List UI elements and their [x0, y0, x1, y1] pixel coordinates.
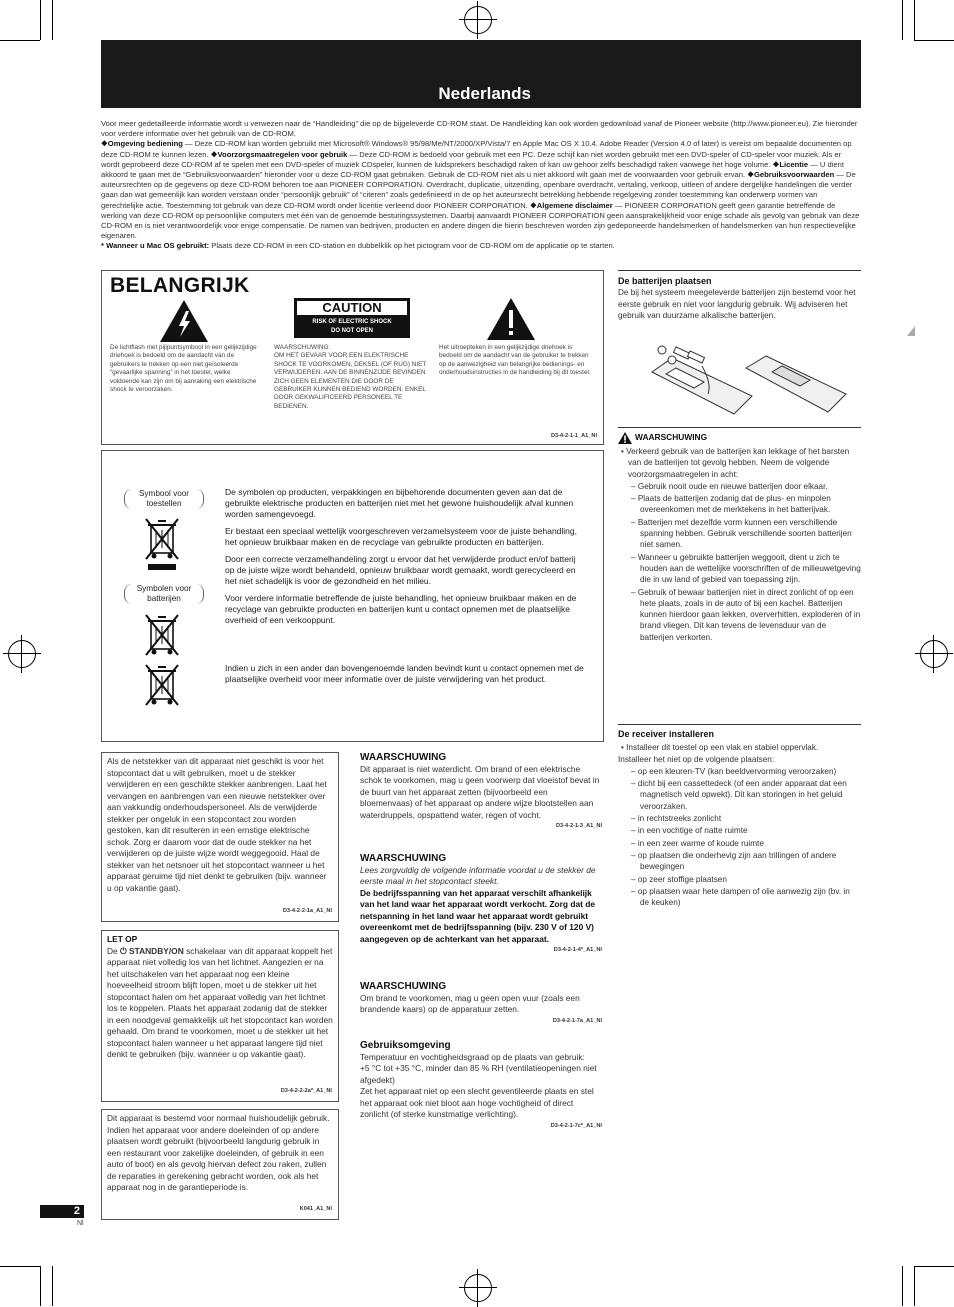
crop-mark: [914, 1266, 915, 1306]
battery-warning-bullet: • Verkeerd gebruik van de batterijen kan lekkage of het barsten van de batterijen tot gevolg hebben. Neem de volgende voorzorgsmaatregelen in acht:: [621, 447, 850, 479]
crop-mark: [40, 0, 41, 40]
device-symbol-label: Symbool voor toestellen: [124, 489, 204, 509]
battery-precaution-item: – Wanneer u gebruikte batterijen weggooit, dient u zich te houden aan de wettelijke voorschriften of de milieuwetgeving die in uw land of gebied van toepassing zijn.: [631, 552, 861, 585]
page-tab-marker: [907, 326, 915, 336]
plug-notice-box: [101, 752, 339, 922]
recycling-p4: Voor verdere informatie betreffende de juiste behandling, het opnieuw bruikbaar maken en de recyclage van gebruikte producten en batterijen kunt u contact opnemen met de plaatselijke overheid of een verkooppunt.: [225, 593, 577, 625]
household-text: Dit apparaat is bestemd voor normaal huishoudelijk gebruik. Indien het apparaat voor andere doeleinden of op andere plaatsen wordt gebruikt (bijvoorbeeld langdurig gebruik in een restaurant voor zakelijke doeleinden, of gebruik in een auto of boot) en als gevolg hiervan defect zou raken, zullen de reparaties in gerekening gebracht worden, ook als het apparaat nog in de garantieperiode is.: [107, 1113, 330, 1192]
install-intro: Installeer het niet op de volgende plaatsen:: [618, 754, 775, 764]
warning-heading: WAARSCHUWING: [360, 853, 447, 864]
crop-mark: [52, 0, 53, 40]
doc-code: K041_A1_Nl: [299, 1205, 332, 1212]
batteries-text: De bij het systeem meegeleverde batterijen zijn bestemd voor het eerste gebruik en niet voor langdurig gebruik. Wij adviseren het gebruik van duurzame alkalische batterijen.: [618, 288, 856, 320]
battery-symbol-label: Symbolen voor batterijen: [124, 584, 204, 604]
caution-warning-heading: WAARSCHUWING:: [274, 344, 331, 351]
recycling-p3: Door een correcte verzamelhandeling zorgt u ervoor dat het verwijderde product en/of batterij op de juiste wijze wordt behandeld, opnieuw bruikbaar wordt gemaakt, wordt gerecycleerd en het niet schadelijk is voor de gezondheid en het milieu.: [225, 554, 576, 586]
install-bullet: • Installeer dit toestel op een vlak en stabiel oppervlak.: [621, 743, 819, 753]
battery-bin-chem-icon: [144, 663, 180, 707]
install-location-item: – op een kleuren-TV (kan beeldvervorming veroorzaken): [631, 766, 837, 776]
crop-mark: [902, 1266, 903, 1306]
crop-mark: [0, 1266, 40, 1267]
cd-rom-intro: [101, 119, 861, 252]
crop-mark: [914, 0, 915, 40]
doc-code: D3-4-2-1-3_A1_Nl: [555, 823, 602, 829]
install-location-item: – dicht bij een cassettedeck (of een ander apparaat dat een magnetisch veld opwekt). Dit kan storingen in het geluid veroorzaken.: [631, 779, 847, 811]
plug-notice-text: Als de netstekker van dit apparaat niet geschikt is voor het stopcontact dat u wilt gebruiken, moet u de stekker verwijderen en een geschikte stekker aanbrengen. Laat het vervangen en aanbrengen van een nieuwe netstekker over aan vakkundig onderhoudspersoneel. Als de verwijderde stekker per ongeluk in een stopcontact zou worden gestoken, kan dit resulteren in een ernstige elektrische schok. Zorg er daarom voor dat de oude stekker na het verwijderen op de juiste wijze wordt weggegooid. Haal de stekker van het netsnoer uit het stopcontact wanneer u het apparaat geruime tijd niet denkt te gebruiken (bijv. wanneer u op vakantie gaat).: [107, 756, 327, 893]
install-location-item: – in een zeer warme of koude ruimte: [631, 838, 764, 848]
remote-battery-illustration: [642, 344, 862, 424]
crop-mark: [40, 1266, 41, 1306]
crop-mark: [0, 40, 40, 41]
battery-precaution-item: – Gebruik of bewaar batterijen niet in direct zonlicht of op een hete plaats, zoals in de auto of bij een kachel. Batterijen kunnen hierdoor gaan lekken, oververhitten, exploderen of in brand vliegen. Dit kan tevens de levensduur van de batterijen verkorten.: [631, 587, 861, 642]
voltage-warning: [360, 853, 602, 957]
doc-code: D3-4-2-1-7a_A1_Nl: [552, 1017, 602, 1024]
environment-text-1: Temperatuur en vochtigheidsgraad op de plaats van gebruik:: [360, 1051, 585, 1062]
crop-mark: [914, 1266, 954, 1267]
recycling-p2: Er bestaat een speciaal wettelijk voorgeschreven verzamelsysteem voor de juiste behandling, het opnieuw bruikbaar maken en de recyclage van gebruikte producten en batterijen.: [225, 526, 577, 547]
battery-precautions-list: [618, 481, 861, 643]
caution-line-2: DO NOT OPEN: [330, 328, 373, 334]
exclamation-triangle-icon: [486, 297, 536, 341]
crop-mark: [902, 0, 903, 40]
caution-title: CAUTION: [296, 300, 408, 316]
battery-precaution-item: – Plaats de batterijen zodanig dat de plus- en minpolen overeenkomen met de merktekens in het batterijvak.: [631, 494, 831, 515]
caution-label: [294, 298, 410, 338]
warning-text: Om brand te voorkomen, mag u geen open vuur (zoals een brandende kaars) op de apparatuur zetten.: [360, 992, 580, 1014]
install-section: [618, 729, 861, 909]
doc-code: D3-4-2-1-1_A1_Nl: [550, 433, 597, 439]
intro-details: ❖Omgeving bediening — Deze CD-ROM kan worden gebruikt met Microsoft® Windows® 95/98/Me/NT/2000/XP/Vista/7 en Apple Mac OS X 10.4. Adobe Reader (Version 4.0 of later) is vereist om bepaalde documenten op deze CD-ROM te kunnen lezen. ❖Voorzorgsmaatregelen voor gebruik — Deze CD-ROM is bedoeld voor gebruik met een PC. Deze schijf kan niet worden gebruikt met een DVD-speler of CD-speler voor muziek. Als er wordt geprobeerd deze CD-ROM af te spelen met een DVD-speler of muziek CDspeler, kunnen de luidsprekers beschadigd raken of kan uw gehoor zelfs beschadigd raken vanwege het hoge volume. ❖Licentie — U dient akkoord te gaan met de “Gebruiksvoorwaarden” hieronder voor u deze CD-ROM gaat gebruiken. Gebruik de CD-ROM niet als u niet akkoord wilt gaan met de voorwaarden voor gebruik ervan. ❖Gebruiksvoorwaarden — De auteursrechten op de gegevens op deze CD-ROM behoren toe aan PIONEER CORPORATION. Overdracht, duplicatie, uitzending, openbare overdracht, vertaling, verkoop, uitleen of andere dergelijke handelingen die verder gaan dan wat gemeenlijk kan worden verstaan onder “persoonlijk gebruik” of “citeren” zoals gedefinieerd in de op het auteursrecht betrekking hebbende regelgeving zonder toestemming kan onderwerp vormen van gerechtelijke actie. Toestemming tot gebruik van deze CD-ROM wordt onder licentie verleend door PIONEER CORPORATION. ❖Algemene disclaimer — PIONEER CORPORATION geeft geen garantie betreffende de werking van deze CD-ROM op persoonlijke computers met één van de genoemde besturingssystemen. Daarbij aanvaardt PIONEER CORPORATION geen aansprakelijkheid voor enige schade als gevolg van gebruik van deze CD-ROM en is niet verantwoordelijk voor enige compensatie. De namen van bedrijven, producten en andere dingen die hierin beschreven worden zijn gedeponeerde handelsmerken of handelsmerken van hun respectievelijke eigenaren.: [101, 139, 860, 241]
warning-italic: Lees zorgvuldig de volgende informatie voordat u de stekker de eerste maal in het stopcontact steekt.: [360, 864, 596, 886]
environment-heading: Gebruiksomgeving: [360, 1040, 451, 1051]
exclamation-explanation: Het uitroepteken in een gelijkzijdige driehoek is bedoeld om de aandacht van de gebruiker te trekken op de aanwezigheid van belangrijke bedienings- en onderhoudsinstructies in de handleiding bij dit toestel.: [439, 344, 591, 377]
recycling-p1: De symbolen op producten, verpakkingen en bijbehorende documenten geven aan dat de gebruikte elektrische producten en batterijen niet met het gewone huishoudelijk afval kunnen worden samengevoegd.: [225, 487, 574, 519]
install-location-item: – in rechtstreeks zonlicht: [631, 814, 722, 824]
recycling-p5: Indien u zich in een ander dan bovengenoemde landen bevindt kunt u contact opnemen met de plaatselijke overheid voor meer informatie over de juiste verwijdering van het product.: [225, 663, 584, 684]
doc-code: D3-4-2-1-7c*_A1_Nl: [550, 1122, 602, 1129]
install-heading: De receiver installeren: [618, 729, 715, 739]
batteries-heading: De batterijen plaatsen: [618, 276, 712, 286]
crop-mark: [914, 40, 954, 41]
doc-code: D3-4-2-2-2a*_A1_Nl: [280, 1087, 332, 1094]
registration-mark: [464, 1274, 492, 1302]
warning-bold: De bedrijfsspanning van het apparaat verschilt afhankelijk van het land waar het apparaat wordt verkocht. Zorg dat de netspanning in het land waar het apparaat wordt gebruikt overeenkomt met de bedrijfsspanning (bijv. 230 V of 120 V) aangegeven op de achterkant van het apparaat.: [360, 887, 596, 944]
recycling-box: [101, 450, 604, 742]
section-rule: [618, 270, 861, 271]
caution-warning: [274, 344, 429, 411]
household-box: [101, 1109, 339, 1220]
battery-precaution-item: – Batterijen met dezelfde vorm kunnen een verschillende spanning hebben. Gebruik verschillende soorten batterijen niet samen.: [631, 517, 852, 550]
let-op-box: [101, 930, 339, 1102]
page-language: Nl: [77, 1220, 84, 1227]
warning-heading: WAARSCHUWING: [360, 752, 447, 763]
registration-mark: [464, 6, 492, 34]
install-location-item: – op zeer stoffige plaatsen: [631, 874, 727, 884]
lightning-triangle-icon: [159, 299, 209, 343]
intro-paragraph: Voor meer gedetailleerde informatie wordt u verwezen naar de “Handleiding” die op de bijgeleverde CD-ROM staat. De Handleiding kan ook worden gedownload vanaf de Pioneer website (http://www.pioneer.eu). Zie hieronder voor verdere informatie over het gebruik van de CD-ROM.: [101, 119, 858, 139]
section-rule: [618, 427, 861, 428]
environment-text-3: Zet het apparaat niet op een slecht geventileerde plaats en stel het apparaat ook niet bloot aan hoge vochtigheid of direct zonlicht (of sterke kunstmatige verlichting).: [360, 1086, 594, 1119]
lightning-explanation: De lichtflash met pijlpuntsymbool in een gelijkzijdige driehoek is bedoeld om de aandacht van de gebruikers te trekken op een niet geïsoleerde “gevaarlijke spanning” in het toestel, welke voldoende kan zijn om bij aanraking een elektrische shock te veroorzaken.: [110, 344, 257, 394]
battery-warning-heading: WAARSCHUWING: [618, 432, 861, 444]
let-op-heading: LET OP: [107, 934, 138, 944]
batteries-section: [618, 276, 861, 321]
battery-bin-icon: [144, 613, 180, 657]
let-op-text: De ⏻ STANDBY/ON schakelaar van dit apparaat koppelt het apparaat niet volledig los van het lichtnet. Aangezien er na het uitschakelen van het apparaat nog een kleine hoeveelheid stroom blijft lopen, moet u de stekker uit het stopcontact halen om het apparaat volledig van het lichtnet los te koppelen. Plaats het apparaat zodanig dat de stekker in een noodgeval gemakkelijk uit het stopcontact kan worden gehaald. Om brand te voorkomen, moet u de stekker uit het stopcontact halen wanneer u het apparaat langere tijd niet denkt te gebruiken (bijv. wanneer u op vakantie gaat).: [107, 945, 333, 1059]
warning-text: Dit apparaat is niet waterdicht. Om brand of een elektrische schok te voorkomen, mag u geen voorwerp dat vloeistof bevat in de buurt van het apparaat zetten (bijvoorbeeld een bloemenvaas) of het apparaat op andere wijze blootstellen aan waterdruppels, opspattend water, regen of vocht.: [360, 763, 600, 820]
warning-heading: WAARSCHUWING: [360, 981, 447, 992]
caution-warning-text: OM HET GEVAAR VOOR EEN ELEKTRISCHE SHOCK TE VOORKOMEN, DEKSEL (OF RUG) NIET VERWIJDEREN. AAN DE BINNENZIJDE BEVINDEN ZICH GEEN ELEMENTEN DIE DOOR DE GEBRUIKER KUNNEN BEDIEND WORDEN. ENKEL DOOR GEKWALIFICEERD PERSONEEL TE BEDIENEN.: [274, 352, 427, 410]
install-location-item: – op plaatsen waar hete dampen of olie aanwezig zijn (bv. in de keuken): [631, 886, 850, 908]
doc-code: D3-4-2-2-1a_A1_Nl: [282, 907, 332, 914]
page-number: 2: [40, 1205, 84, 1218]
battery-precaution-item: – Gebruik nooit oude en nieuwe batterijen door elkaar.: [631, 481, 828, 491]
mac-os-note: * Wanneer u Mac OS gebruikt: Plaats deze CD-ROM in een CD-station en dubbelklik op het pictogram voor de CD-ROM om de applicatie op te starten.: [101, 241, 615, 251]
caution-line-1: RISK OF ELECTRIC SHOCK: [312, 319, 392, 325]
environment-section: [360, 1040, 602, 1132]
install-location-item: – op plaatsen die onderhevig zijn aan trillingen of andere bewegingen: [631, 850, 837, 872]
fire-warning: [360, 981, 602, 1027]
battery-warning: [618, 432, 861, 644]
section-rule: [618, 724, 861, 725]
environment-text-2: +5 °C tot +35 °C, minder dan 85 % RH (ventilatieopeningen niet afgedekt): [360, 1063, 597, 1085]
install-locations-list: [618, 766, 861, 909]
belangrijk-title: BELANGRIJK: [110, 274, 250, 297]
warning-icon: [618, 432, 632, 444]
belangrijk-box: [101, 270, 604, 445]
crop-mark: [52, 1266, 53, 1306]
registration-mark: [8, 640, 36, 668]
registration-mark: [920, 640, 948, 668]
waterproof-warning: [360, 752, 602, 833]
install-location-item: – in een vochtige of natte ruimte: [631, 826, 748, 836]
language-header-bar: [101, 40, 861, 108]
recycling-text: [225, 487, 587, 685]
language-title: Nederlands: [438, 84, 531, 103]
doc-code: D3-4-2-1-4*_A1_Nl: [553, 947, 602, 953]
crossed-bin-icon: [144, 517, 180, 571]
